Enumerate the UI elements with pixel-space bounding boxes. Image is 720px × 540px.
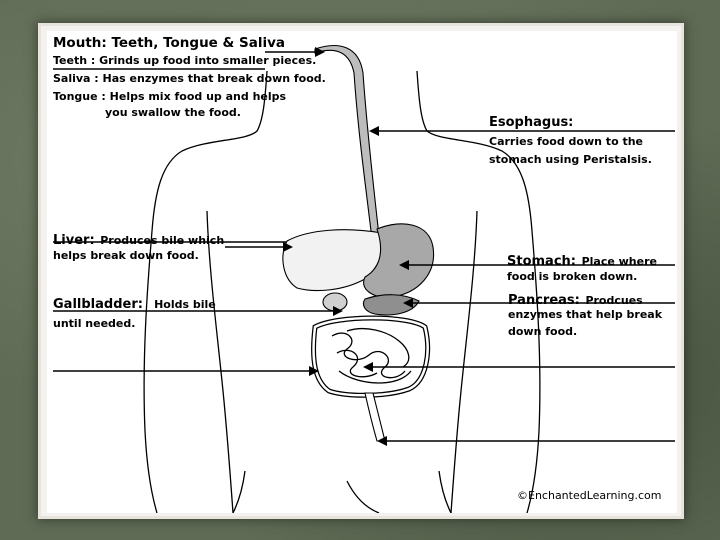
stomach-heading: Stomach:: [507, 254, 576, 269]
mouth-tongue-text: Tongue : Helps mix food up and helps: [53, 90, 287, 103]
pancreas-label: [508, 289, 643, 309]
left-hip: [233, 471, 245, 513]
mouth-saliva-text: Saliva : Has enzymes that break down food.: [53, 72, 326, 85]
liver-heading: Liver:: [53, 233, 95, 248]
stomach-text-1: Place where: [581, 255, 657, 268]
diagram-slide: [47, 31, 677, 513]
body-outline: [144, 71, 540, 513]
rectum-shape: [365, 393, 385, 441]
gallbladder-heading: Gallbladder:: [53, 297, 143, 312]
mouth-teeth-text: Teeth : Grinds up food into smaller pieces.: [53, 54, 317, 67]
liver-text-2: helps break down food.: [53, 249, 199, 262]
esophagus-text-1: Carries food down to the: [489, 135, 644, 148]
stomach-text-2: food is broken down.: [507, 270, 638, 283]
gallbladder-label: [53, 293, 216, 313]
liver-text-1: Produces bile which: [100, 234, 225, 247]
small-intestine-shape: [332, 329, 411, 383]
esophagus-text-2: stomach using Peristalsis.: [489, 153, 652, 166]
pancreas-text-3: down food.: [508, 325, 578, 338]
liver-label: [53, 229, 224, 249]
pancreas-text-2: enzymes that help break: [508, 308, 663, 321]
gallbladder-text-2: until needed.: [53, 317, 136, 330]
mouth-heading: Mouth: Teeth, Tongue & Saliva: [53, 35, 286, 51]
credit-text: ©EnchantedLearning.com: [517, 489, 662, 502]
gallbladder-text-1: Holds bile: [154, 298, 216, 311]
left-body-edge: [144, 71, 267, 513]
right-hip: [439, 471, 451, 513]
thigh-gap: [347, 481, 379, 513]
esophagus-heading: Esophagus:: [489, 115, 574, 130]
stomach-label: [507, 250, 657, 270]
left-arm-inner: [207, 211, 233, 513]
mouth-tongue-text-2: you swallow the food.: [105, 106, 241, 119]
right-arm-inner: [451, 211, 477, 513]
pancreas-text-1: Prodcues: [585, 294, 643, 307]
pancreas-heading: Pancreas:: [508, 293, 580, 308]
